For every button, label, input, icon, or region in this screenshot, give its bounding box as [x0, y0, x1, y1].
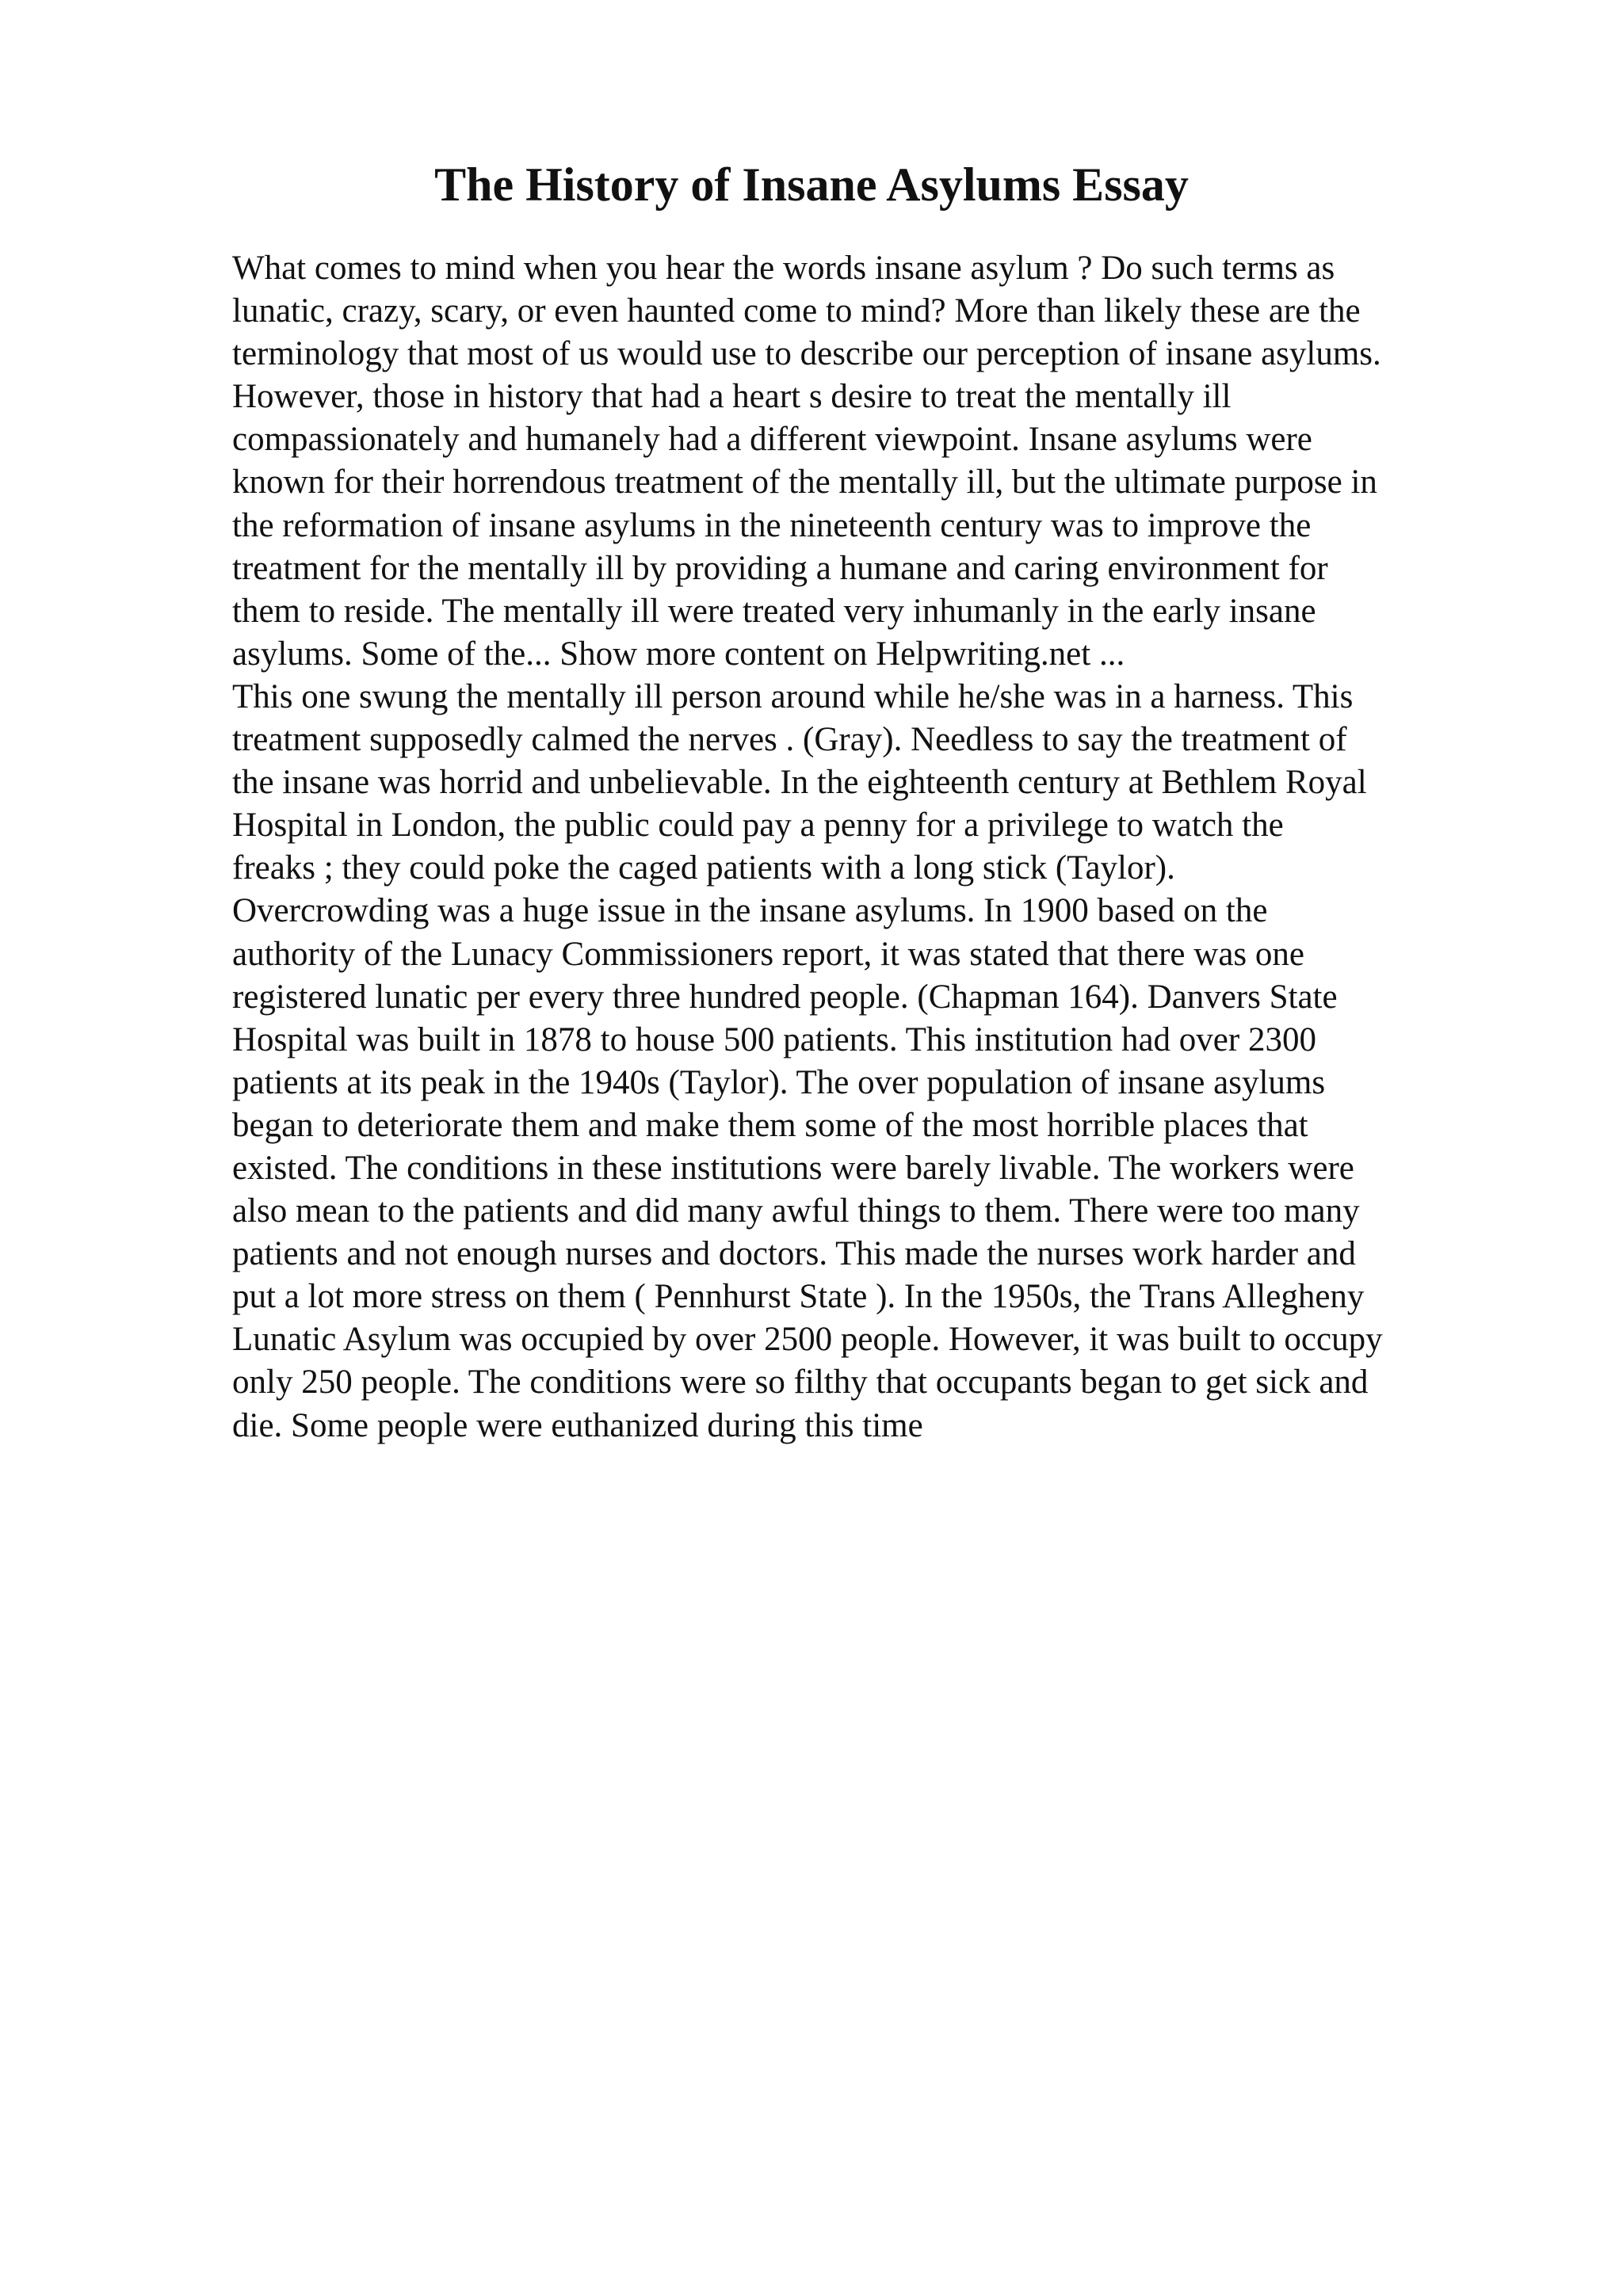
essay-line: What comes to mind when you hear the words insane asylum ? Do such terms as: [232, 250, 1335, 287]
essay-line: existed. The conditions in these institutions were barely livable. The workers were: [232, 1149, 1354, 1187]
essay-line: This one swung the mentally ill person around while he/she was in a harness. This: [232, 677, 1354, 715]
page-title: The History of Insane Asylums Essay: [434, 158, 1189, 211]
essay-line: terminology that most of us would use to describe our perception of insane asylums.: [232, 335, 1381, 373]
essay-line: known for their horrendous treatment of the mentally ill, but the ultimate purpose in: [232, 463, 1377, 502]
essay-line: die. Some people were euthanized during this time: [232, 1406, 923, 1444]
essay-line: However, those in history that had a heart s desire to treat the mentally ill: [232, 378, 1232, 416]
essay-line: also mean to the patients and did many awful things to them. There were too many: [232, 1192, 1360, 1230]
essay-line: treatment supposedly calmed the nerves . (Gray). Needless to say the treatment of: [232, 721, 1347, 759]
essay-line: freaks ; they could poke the caged patients with a long stick (Taylor).: [232, 849, 1175, 887]
essay-line: patients at its peak in the 1940s (Taylor). The over population of insane asylums: [232, 1063, 1326, 1101]
essay-line: began to deteriorate them and make them some of the most horrible places that: [232, 1106, 1308, 1144]
essay-line: Hospital was built in 1878 to house 500 patients. This institution had over 2300: [232, 1020, 1316, 1058]
essay-line: the insane was horrid and unbelievable. In the eighteenth century at Bethlem Royal: [232, 764, 1367, 802]
essay-line: them to reside. The mentally ill were treated very inhumanly in the early insane: [232, 592, 1316, 630]
essay-line: lunatic, crazy, scary, or even haunted come to mind? More than likely these are the: [232, 292, 1361, 330]
essay-line: authority of the Lunacy Commissioners report, it was stated that there was one: [232, 935, 1304, 973]
essay-body: [232, 247, 1500, 1447]
essay-line: compassionately and humanely had a different viewpoint. Insane asylums were: [232, 421, 1312, 459]
essay-line: patients and not enough nurses and doctors. This made the nurses work harder and: [232, 1235, 1356, 1273]
essay-line: the reformation of insane asylums in the nineteenth century was to improve the: [232, 506, 1312, 544]
essay-line: only 250 people. The conditions were so filthy that occupants began to get sick and: [232, 1363, 1369, 1402]
essay-line: treatment for the mentally ill by providing a humane and caring environment for: [232, 549, 1328, 587]
essay-line: asylums. Some of the... Show more content on Helpwriting.net ...: [232, 635, 1125, 673]
essay-line: Hospital in London, the public could pay a penny for a privilege to watch the: [232, 807, 1284, 845]
essay-line: Overcrowding was a huge issue in the insane asylums. In 1900 based on the: [232, 892, 1268, 930]
essay-line: Lunatic Asylum was occupied by over 2500 people. However, it was built to occupy: [232, 1321, 1383, 1359]
essay-line: registered lunatic per every three hundred people. (Chapman 164). Danvers State: [232, 978, 1338, 1016]
essay-line: put a lot more stress on them ( Pennhurst State ). In the 1950s, the Trans Allegheny: [232, 1278, 1365, 1316]
